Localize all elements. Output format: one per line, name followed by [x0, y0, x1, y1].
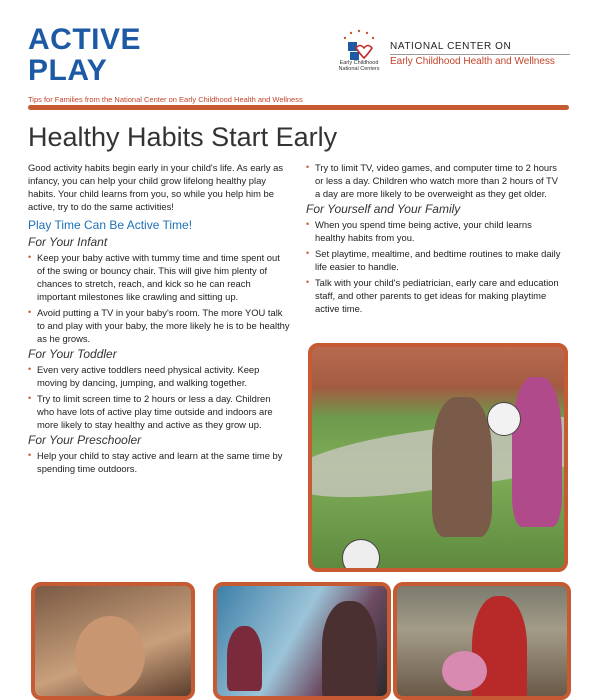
- family-heading: For Yourself and Your Family: [306, 202, 461, 216]
- photo-adult: [322, 601, 377, 700]
- list-item-text: Talk with your child's pediatrician, early care and education staff, and other parents to get ideas for making playtime active time.: [315, 277, 559, 314]
- bullet-icon: •: [28, 450, 32, 460]
- list-item: [28, 363, 290, 389]
- preschooler-list: [28, 449, 290, 475]
- left-column: [28, 161, 290, 478]
- preschooler-heading: For Your Preschooler: [28, 433, 142, 447]
- list-item-text: Avoid putting a TV in your baby's room. The more YOU talk to and play with your baby, the more likely he is to be healthy as he grows.: [37, 307, 290, 344]
- bullet-icon: •: [28, 364, 32, 374]
- soccer-ball-ground-icon: [342, 539, 380, 572]
- kids-playing-ball-photo: [308, 343, 568, 572]
- header-divider: [28, 105, 569, 110]
- bullet-icon: •: [306, 277, 310, 287]
- list-item-text: Try to limit screen time to 2 hours or less a day. Children who have lots of active play time outside and indoors are more likely to stay healthy and active as they grow up.: [37, 393, 273, 430]
- list-item-text: Set playtime, mealtime, and bedtime routines to make daily life easier to handle.: [315, 248, 561, 272]
- title-line-2: PLAY: [28, 54, 108, 87]
- org-divider: [390, 54, 570, 55]
- toddler-heading: For Your Toddler: [28, 347, 117, 361]
- infant-list: [28, 251, 290, 345]
- infant-photo: [31, 582, 195, 700]
- page-title: [28, 24, 141, 86]
- list-item-text: Even very active toddlers need physical activity. Keep moving by dancing, jumping, and walking together.: [37, 364, 260, 388]
- photo-toddler: [227, 626, 262, 691]
- list-item-text: When you spend time being active, your child learns healthy habits from you.: [315, 219, 532, 243]
- list-item: [28, 392, 290, 431]
- list-item-text: Try to limit TV, video games, and computer time to 2 hours or less a day. Children who watch more than 2 hours of TV a day are more likely to be overweight as they get older.: [315, 162, 559, 199]
- list-item-text: Keep your baby active with tummy time and time spent out of the swing or bouncy chair. This will give him plenty of chances to stretch, reach, and kick so he can reach important milestones like crawling and sitting up.: [37, 252, 280, 302]
- toddler-slide-photo: [213, 582, 391, 700]
- photo-child-left: [432, 397, 492, 537]
- infant-heading: For Your Infant: [28, 235, 108, 249]
- org-name-line-1: NATIONAL CENTER ON: [390, 41, 512, 52]
- section-title: Play Time Can Be Active Time!: [28, 218, 193, 232]
- logo-caption-line-2: National Centers: [338, 66, 380, 72]
- title-line-1: ACTIVE: [28, 23, 142, 56]
- ball-icon: [442, 651, 487, 691]
- intro-paragraph: Good activity habits begin early in your child's life. As early as infancy, you can help your child grow lifelong healthy play habits. Your child learns from you, so while you help him be active, try to do the same activities!: [28, 162, 284, 212]
- headline: Healthy Habits Start Early: [28, 122, 338, 152]
- list-item: [28, 449, 290, 475]
- tagline: Tips for Families from the National Center on Early Childhood Health and Wellness: [28, 95, 303, 104]
- bullet-icon: •: [306, 162, 310, 172]
- right-column: [306, 161, 564, 318]
- list-item: [306, 247, 564, 273]
- list-item: [306, 218, 564, 244]
- org-name-line-2: Early Childhood Health and Wellness: [390, 56, 555, 67]
- toddler-list: [28, 363, 290, 431]
- logo-caption: [332, 60, 386, 72]
- logo-caption-line-1: Early Childhood: [339, 60, 379, 66]
- photo-child-right: [512, 377, 562, 527]
- bullet-icon: •: [306, 219, 310, 229]
- list-item: [28, 306, 290, 345]
- list-item-text: Help your child to stay active and learn at the same time by spending time outdoors.: [37, 450, 283, 474]
- family-list: [306, 218, 564, 315]
- bullet-icon: •: [28, 252, 32, 262]
- bullet-icon: •: [306, 248, 310, 258]
- list-item: [306, 276, 564, 315]
- list-item: [306, 161, 564, 200]
- list-item: [28, 251, 290, 303]
- photo-face: [75, 616, 145, 696]
- bullet-icon: •: [28, 307, 32, 317]
- preschooler-list-continued: [306, 161, 564, 200]
- soccer-ball-icon: [487, 402, 521, 436]
- bullet-icon: •: [28, 393, 32, 403]
- preschooler-photo: [393, 582, 571, 700]
